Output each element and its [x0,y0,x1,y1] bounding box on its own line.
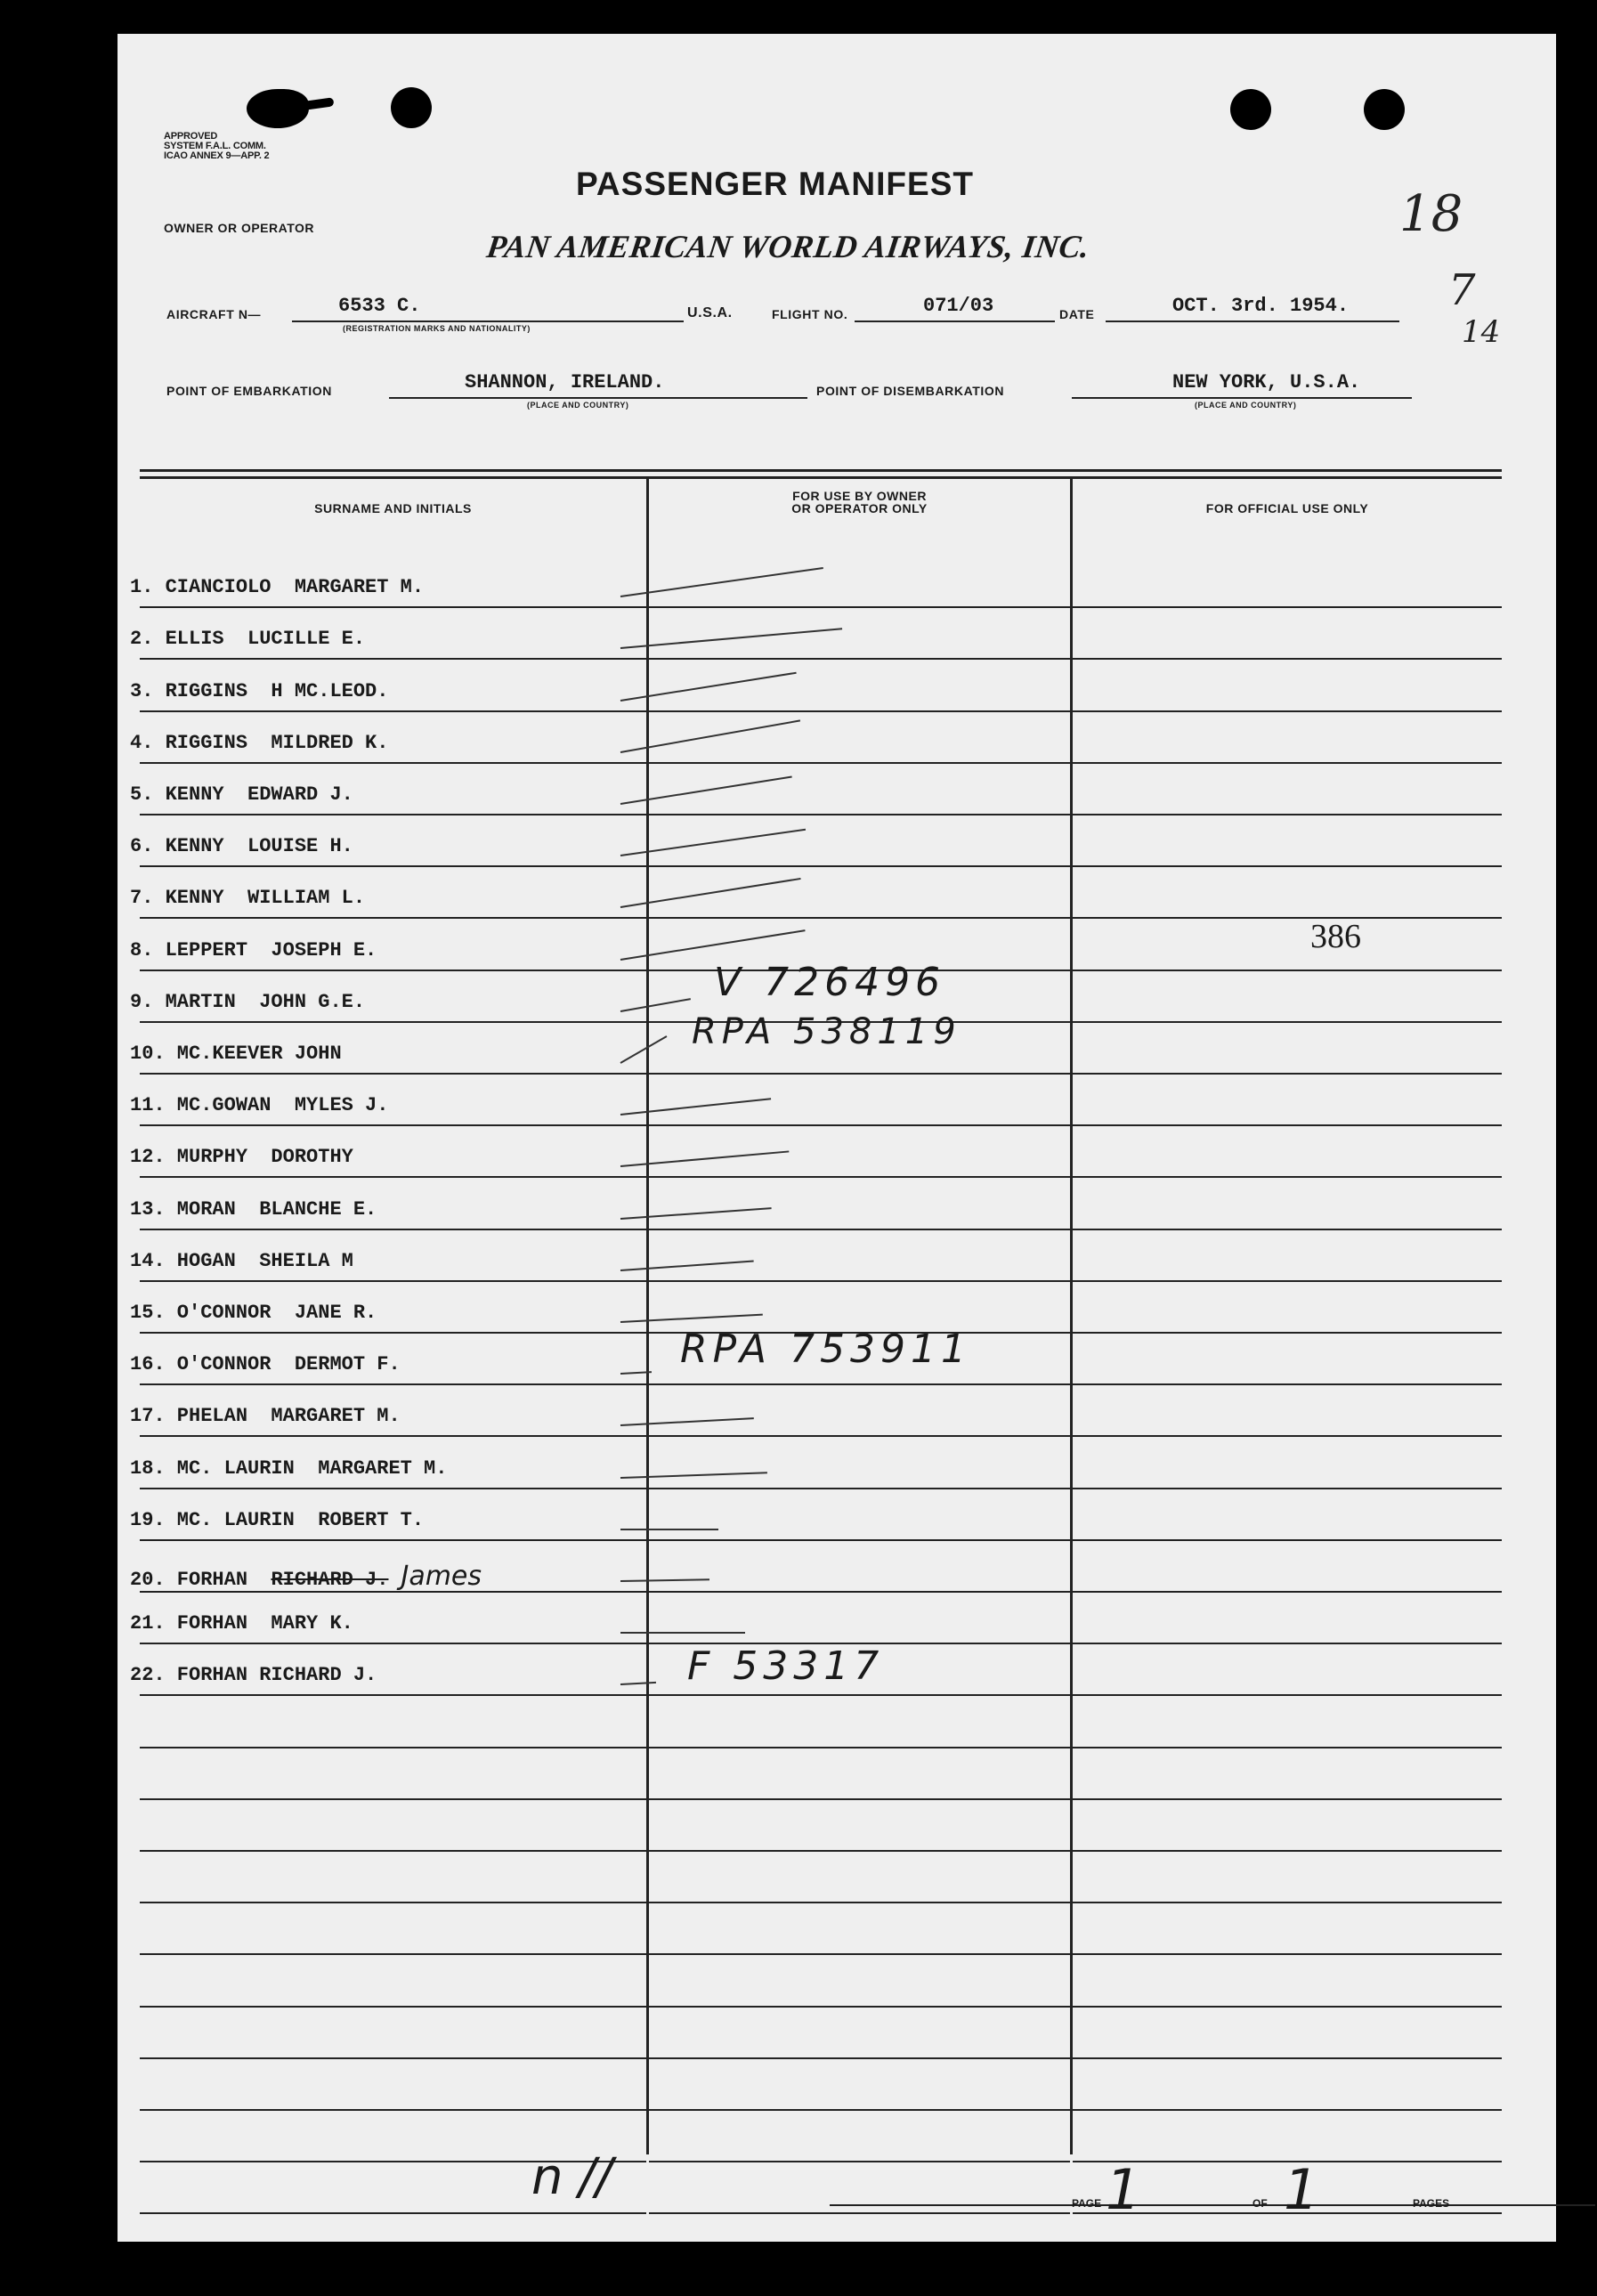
row-rule [649,2109,1070,2111]
row-rule [1073,1332,1502,1334]
passenger-row [130,835,353,857]
row-rule [649,1953,1070,1955]
passenger-row [130,1561,482,1592]
flight-value: 071/03 [923,295,994,317]
passenger-number: 1. [130,576,154,598]
passenger-number: 16. [130,1353,166,1375]
row-rule [140,1332,646,1334]
row-rule [1073,1747,1502,1748]
flight-label: FLIGHT NO. [772,307,848,321]
handwritten-correction: James [401,1561,482,1592]
check-mark [620,1314,763,1323]
passenger-name: FORHAN [165,1569,272,1591]
row-rule [1073,1383,1502,1385]
passenger-name: FORHAN MARY K. [165,1612,353,1635]
passenger-row [130,1198,377,1221]
manifest-sheet [118,34,1556,2242]
row-rule [1073,1694,1502,1696]
passenger-row [130,783,353,806]
row-rule [140,1435,646,1437]
passenger-row [130,887,365,909]
row-rule [1073,2006,1502,2008]
check-mark [620,1682,656,1685]
punch-hole [391,87,432,128]
owner-note: RPA 538119 [692,1011,961,1052]
passenger-name: MC.GOWAN MYLES J. [165,1094,389,1116]
passenger-row [130,1457,447,1480]
passenger-row [130,1146,353,1168]
row-rule [649,865,1070,867]
passenger-row [130,1250,353,1272]
passenger-name: MURPHY DOROTHY [165,1146,353,1168]
row-rule [1073,1798,1502,1800]
row-rule [140,1229,646,1230]
aircraft-label: AIRCRAFT N— [166,307,262,321]
row-rule [649,658,1070,660]
page-label: PAGE [1072,2197,1102,2210]
row-rule [649,710,1070,712]
row-rule [649,2161,1070,2162]
row-rule [649,1850,1070,1852]
country-label: U.S.A. [687,305,733,320]
passenger-number: 14. [130,1250,166,1272]
row-rule [649,606,1070,608]
page-number: 1 [1106,2157,1141,2222]
official-number: 386 [1310,918,1361,955]
bottom-mark: n // [531,2148,613,2206]
embark-value: SHANNON, IRELAND. [465,371,665,393]
row-rule [140,2006,646,2008]
row-rule [1073,1902,1502,1903]
row-rule [140,2109,646,2111]
disembark-note: (PLACE AND COUNTRY) [1195,401,1297,410]
passenger-name: MC. LAURIN MARGARET M. [165,1457,448,1480]
check-mark [620,1417,754,1426]
passenger-row [130,1043,342,1065]
row-rule [649,2006,1070,2008]
row-rule [649,2212,1070,2214]
row-rule [140,917,646,919]
row-rule [140,814,646,815]
row-rule [140,1798,646,1800]
passenger-row [130,1353,401,1375]
row-rule [1073,2109,1502,2111]
row-rule [649,1798,1070,1800]
row-rule [1073,1021,1502,1023]
passenger-name: MORAN BLANCHE E. [165,1198,377,1221]
row-rule [649,1124,1070,1126]
check-mark [620,567,823,597]
check-mark [620,1632,745,1634]
row-rule [140,1902,646,1903]
passenger-row [130,939,377,961]
row-rule [140,1643,646,1644]
row-rule [1073,606,1502,608]
passenger-name: HOGAN SHEILA M [165,1250,353,1272]
passenger-number: 19. [130,1509,166,1531]
passenger-number: 17. [130,1405,166,1427]
passenger-row [130,576,424,598]
official-header: FOR OFFICIAL USE ONLY [1205,501,1369,515]
passenger-number: 12. [130,1146,166,1168]
aircraft-value: 6533 C. [338,295,421,317]
row-rule [140,1953,646,1955]
passenger-name: KENNY WILLIAM L. [153,887,366,909]
passenger-number: 22. [130,1664,166,1686]
passenger-row [130,1612,353,1635]
check-mark [620,1529,718,1530]
row-rule [1073,1073,1502,1075]
row-rule [140,1539,646,1541]
row-rule [1073,1176,1502,1178]
row-rule [140,1280,646,1282]
row-rule [649,1229,1070,1230]
row-rule [140,1850,646,1852]
passenger-row [130,1509,424,1531]
row-rule [1073,1229,1502,1230]
passenger-number: 6. [130,835,154,857]
owner-note: V 726496 [714,960,946,1005]
passenger-name: MARTIN JOHN G.E. [153,991,366,1013]
row-rule [140,1176,646,1178]
embark-label: POINT OF EMBARKATION [166,384,332,398]
row-rule [140,970,646,971]
passenger-row [130,1664,377,1686]
owner-note: RPA 753911 [680,1326,971,1372]
row-rule [1073,658,1502,660]
row-rule [1073,865,1502,867]
row-rule [140,1073,646,1075]
check-mark [620,1035,668,1064]
passenger-name: RIGGINS H MC.LEOD. [153,680,389,702]
corner-mark: 14 [1462,314,1501,350]
row-rule [1073,1488,1502,1489]
row-rule [140,1747,646,1748]
check-mark [620,1472,767,1479]
row-rule [649,1591,1070,1593]
owner-label: OWNER OR OPERATOR [164,221,314,235]
row-rule [1073,1124,1502,1126]
row-rule [1073,1435,1502,1437]
passenger-number: 5. [130,783,154,806]
passenger-name: KENNY EDWARD J. [153,783,353,806]
passenger-number: 7. [130,887,154,909]
disembark-value: NEW YORK, U.S.A. [1172,371,1361,393]
row-rule [649,1435,1070,1437]
row-rule [1073,1850,1502,1852]
row-rule [1073,762,1502,764]
row-rule [140,1488,646,1489]
passenger-number: 21. [130,1612,166,1635]
pages-label: PAGES [1413,2197,1450,2210]
row-rule [649,762,1070,764]
row-rule [140,1021,646,1023]
row-rule [1073,1591,1502,1593]
row-rule [1073,1953,1502,1955]
approval-note: APPROVED SYSTEM F.A.L. COMM. ICAO ANNEX 9—APP. 2 [164,131,270,161]
passenger-row [130,732,388,754]
row-rule [140,710,646,712]
row-rule [1073,1643,1502,1644]
row-rule [1073,1539,1502,1541]
passenger-number: 4. [130,732,154,754]
passenger-number: 8. [130,939,154,961]
passenger-name: PHELAN MARGARET M. [165,1405,401,1427]
row-rule [140,1124,646,1126]
surname-header: SURNAME AND INITIALS [314,501,472,515]
passenger-name: MC. LAURIN ROBERT T. [165,1509,425,1531]
passenger-row [130,1302,377,1324]
check-mark [620,1098,771,1116]
row-rule [1073,917,1502,919]
passenger-number: 9. [130,991,154,1013]
row-rule [649,1176,1070,1178]
row-rule [1073,814,1502,815]
passenger-number: 10. [130,1043,166,1065]
row-rule [140,762,646,764]
passenger-number: 2. [130,628,154,650]
check-mark [620,1207,772,1220]
airline-name: PAN AMERICAN WORLD AIRWAYS, INC. [484,229,1092,264]
passenger-row [130,1094,388,1116]
passenger-name: ELLIS LUCILLE E. [153,628,366,650]
row-rule [649,1694,1070,1696]
of-label: OF [1252,2197,1268,2210]
passenger-number: 18. [130,1457,166,1480]
row-rule [649,1488,1070,1489]
row-rule [140,606,646,608]
passenger-row [130,1405,401,1427]
check-mark [620,628,842,649]
date-label: DATE [1059,307,1095,321]
check-mark [620,998,691,1012]
passenger-name: LEPPERT JOSEPH E. [153,939,377,961]
corner-mark: 18 [1399,185,1463,243]
owner-note: F 53317 [687,1643,885,1689]
page-title: PASSENGER MANIFEST [576,166,974,202]
punch-hole [1364,89,1405,130]
row-rule [1073,710,1502,712]
passenger-number: 11. [130,1094,166,1116]
row-rule [140,865,646,867]
row-rule [1073,2057,1502,2059]
row-rule [140,1383,646,1385]
disembark-label: POINT OF DISEMBARKATION [816,384,1005,398]
check-mark [620,1261,754,1271]
row-rule [649,1902,1070,1903]
passenger-number: 13. [130,1198,166,1221]
passenger-name: KENNY LOUISE H. [153,835,353,857]
passenger-row [130,991,365,1013]
passenger-row [130,628,365,650]
passenger-number: 3. [130,680,154,702]
passenger-name: CIANCIOLO MARGARET M. [153,576,425,598]
passenger-name: RIGGINS MILDRED K. [153,732,389,754]
passenger-name: FORHAN RICHARD J. [165,1664,377,1686]
row-rule [649,917,1070,919]
registration-note: (REGISTRATION MARKS AND NATIONALITY) [343,324,531,333]
passenger-name: MC.KEEVER JOHN [165,1043,342,1065]
row-rule [649,1073,1070,1075]
page-total: 1 [1284,2157,1319,2222]
passenger-name: O'CONNOR JANE R. [165,1302,377,1324]
embark-note: (PLACE AND COUNTRY) [527,401,629,410]
row-rule [140,1694,646,1696]
row-rule [649,814,1070,815]
date-value: OCT. 3rd. 1954. [1172,295,1350,317]
passenger-number: 15. [130,1302,166,1324]
row-rule [140,2057,646,2059]
row-rule [1073,1280,1502,1282]
owner-use-header: FOR USE BY OWNER OR OPERATOR ONLY [791,489,928,515]
struck-name: RICHARD J. [271,1569,389,1591]
passenger-name: O'CONNOR DERMOT F. [165,1353,401,1375]
row-rule [649,2057,1070,2059]
passenger-row [130,680,388,702]
check-mark [620,1578,709,1582]
row-rule [140,658,646,660]
punch-hole [247,89,309,128]
row-rule [649,1383,1070,1385]
punch-hole [1230,89,1271,130]
passenger-number: 20. [130,1569,166,1591]
row-rule [140,2212,646,2214]
row-rule [649,1280,1070,1282]
row-rule [1073,970,1502,971]
row-rule [649,1539,1070,1541]
corner-mark: 7 [1448,265,1476,315]
row-rule [649,1747,1070,1748]
